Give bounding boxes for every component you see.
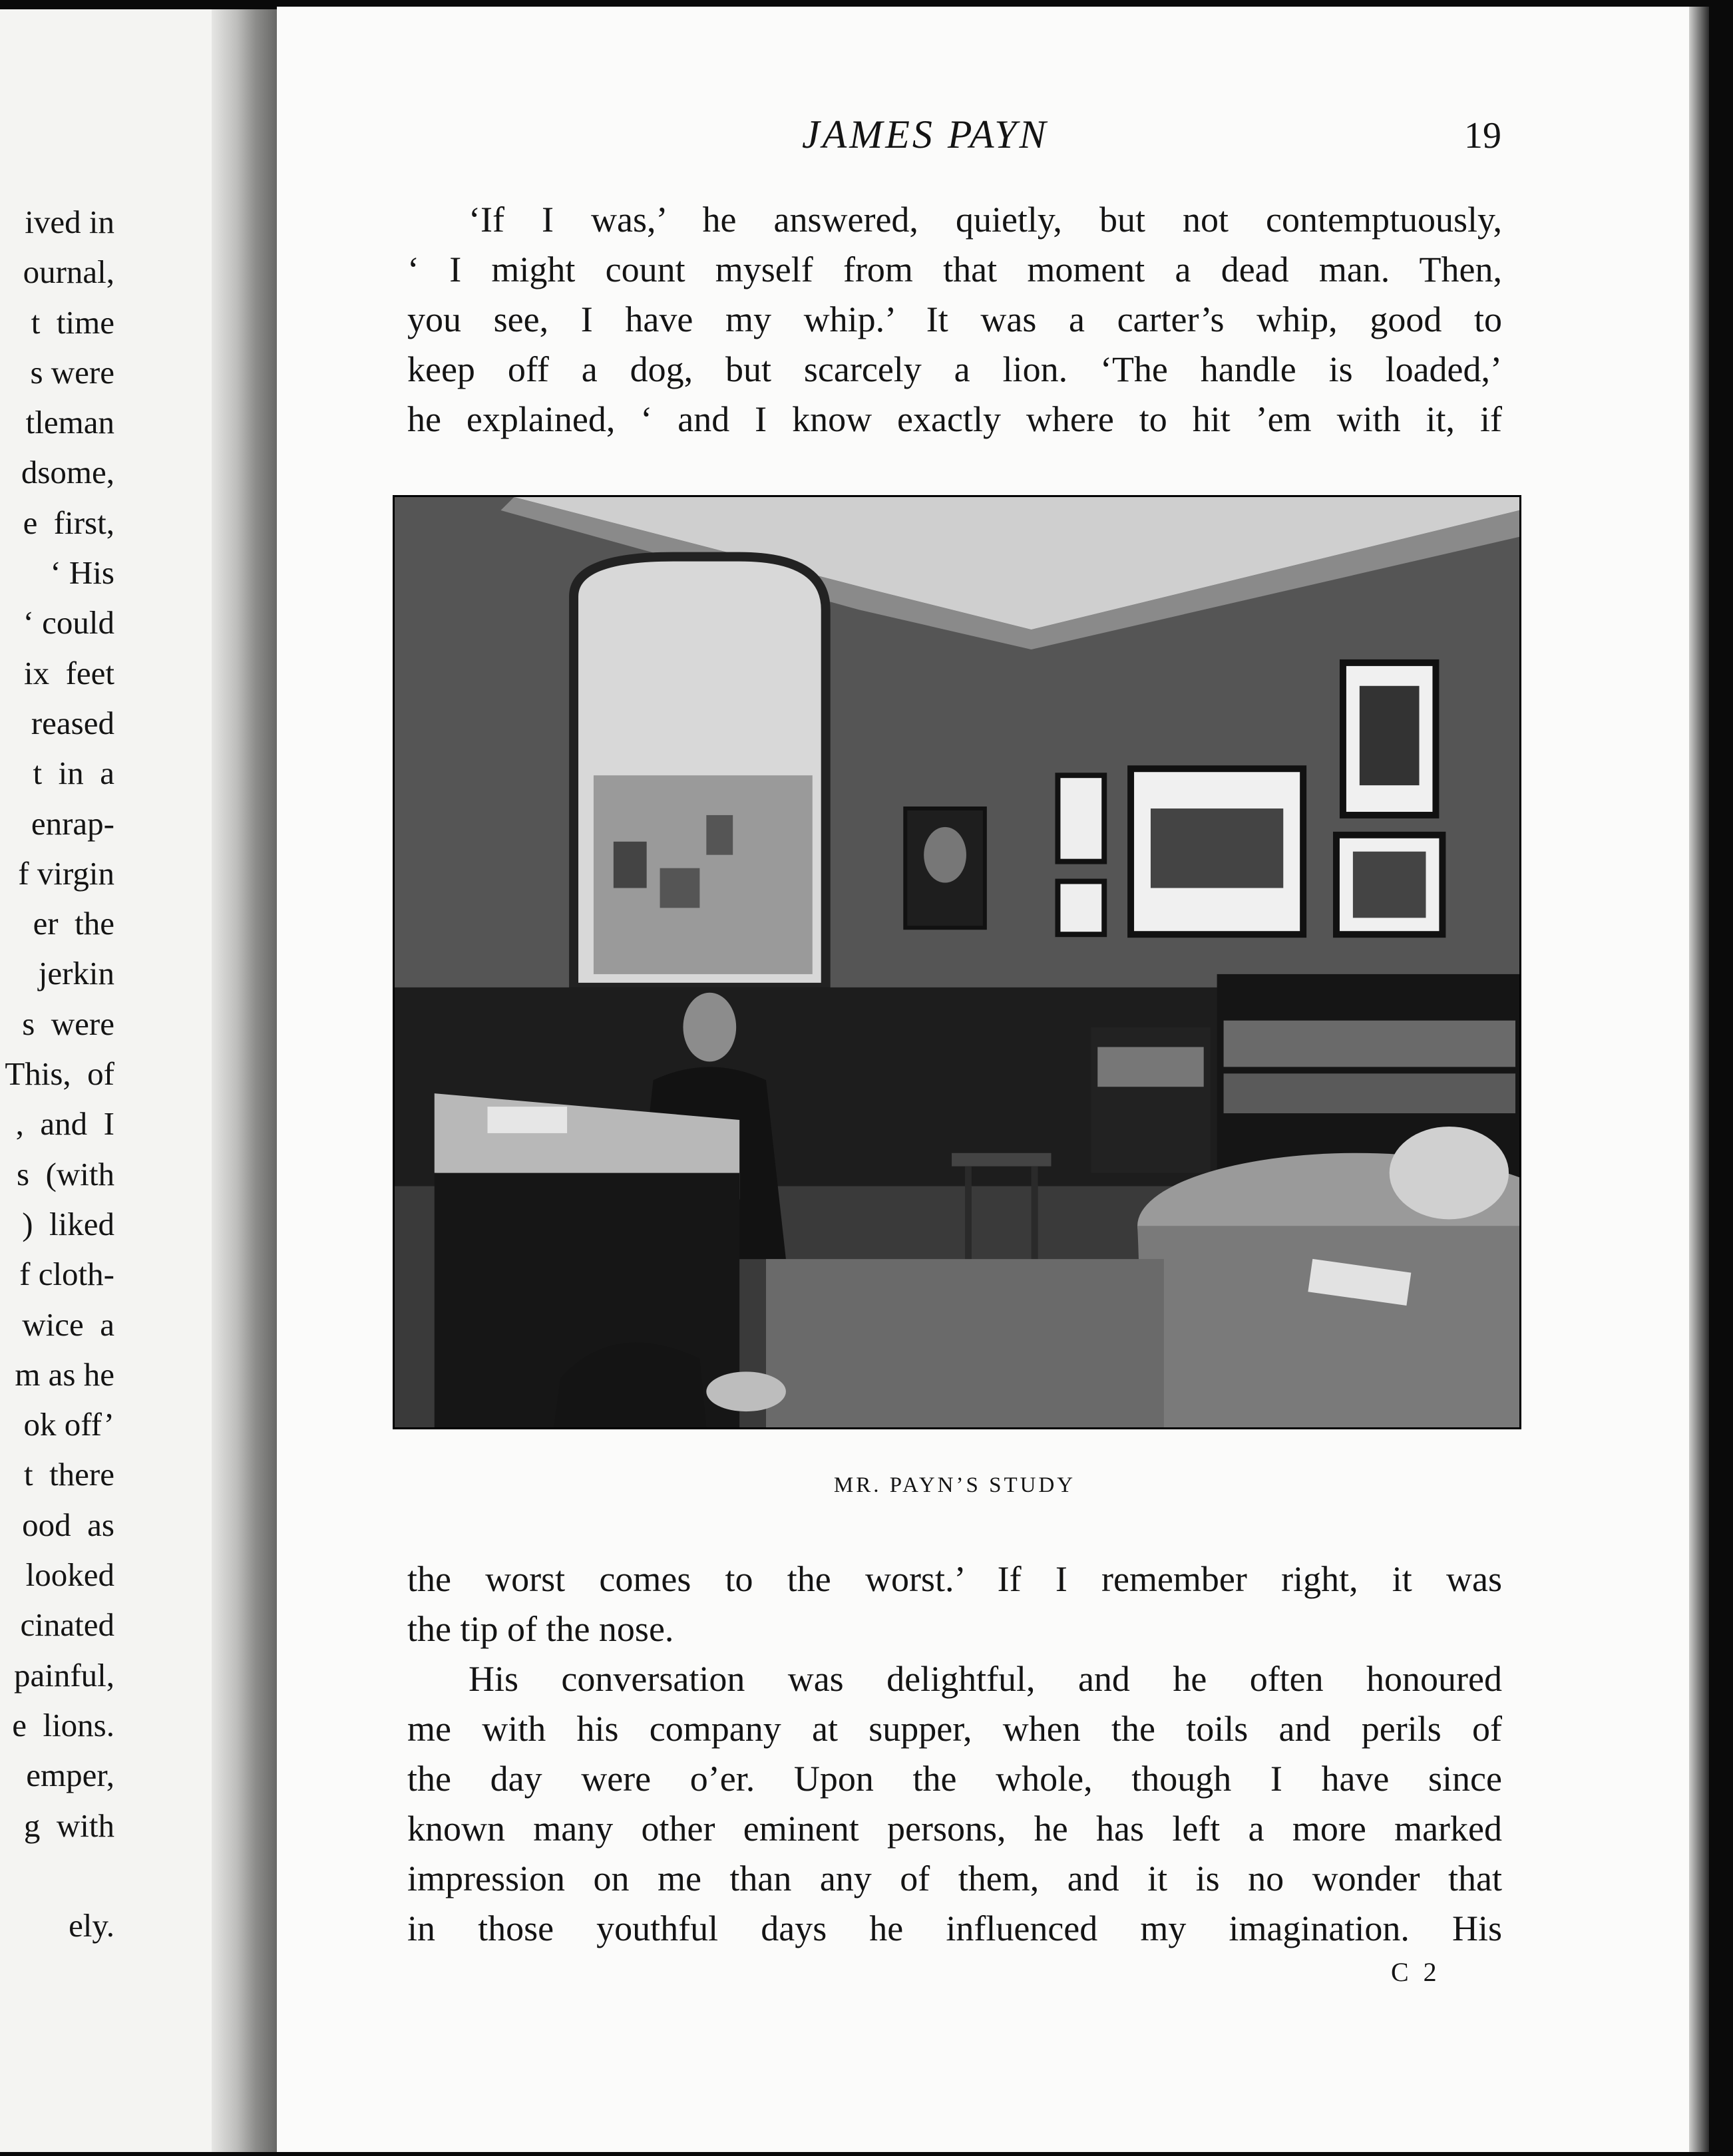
left-text-line: t time xyxy=(31,303,114,341)
left-text-line: er the xyxy=(33,905,114,942)
book-gutter xyxy=(212,9,285,2152)
text-line: the tip of the nose. xyxy=(407,1609,674,1649)
text-line: you see, I have my whip.’ It was a carter’s whip, good to xyxy=(407,299,1502,339)
left-text-line: s (with xyxy=(17,1155,114,1192)
left-text-line: e lions. xyxy=(12,1706,114,1743)
left-text-line: ood as xyxy=(22,1506,114,1543)
left-text-line: emper, xyxy=(26,1757,114,1794)
left-text-line xyxy=(5,1851,114,1900)
left-text-line: enrap- xyxy=(31,805,114,842)
text-line: the worst comes to the worst.’ If I remember right, it was xyxy=(407,1559,1502,1599)
text-line: the day were o’er. Upon the whole, though I have since xyxy=(407,1759,1502,1799)
left-text-line: ‘ could xyxy=(23,604,114,641)
text-line: known many other eminent persons, he has left a more marked xyxy=(407,1809,1502,1849)
text-line: he explained, ‘ and I know exactly where to hit ’em with it, if xyxy=(407,399,1502,439)
left-text-line: t in a xyxy=(33,755,114,792)
paragraph-bottom xyxy=(407,1554,1502,1954)
figure-caption: MR. PAYN’S STUDY xyxy=(833,1473,1076,1497)
left-page-text xyxy=(5,197,114,1950)
left-text-line: ‘ His xyxy=(50,554,114,592)
left-text-line: tleman xyxy=(25,404,114,441)
left-text-line: dsome, xyxy=(21,454,114,491)
left-text-line: reased xyxy=(31,704,114,741)
left-text-line: ournal, xyxy=(23,254,114,291)
left-text-line: wice a xyxy=(22,1306,114,1343)
text-line: His conversation was delightful, and he often honoured xyxy=(469,1659,1502,1699)
signature-mark: C 2 xyxy=(1391,1957,1441,1987)
text-line: ‘ I might count myself from that moment a dead man. Then, xyxy=(407,250,1502,289)
left-text-line: s were xyxy=(30,353,114,391)
left-text-line: ely. xyxy=(69,1907,114,1944)
left-text-line: , and I xyxy=(15,1105,114,1143)
text-line: in those youthful days he influenced my imagination. His xyxy=(407,1908,1502,1948)
page-number: 19 xyxy=(1464,115,1501,156)
left-text-line: looked xyxy=(25,1556,114,1594)
text-line: impression on me than any of them, and it is no wonder that xyxy=(407,1859,1502,1898)
paragraph-top xyxy=(407,195,1502,445)
left-text-line: s were xyxy=(22,1005,114,1042)
left-text-line: m as he xyxy=(15,1355,114,1393)
left-text-line: ived in xyxy=(25,204,114,240)
study-photo-illustration xyxy=(395,497,1519,1427)
left-text-line: ok off’ xyxy=(23,1406,114,1443)
left-text-line: t there xyxy=(23,1456,114,1493)
running-head: JAMES PAYN xyxy=(802,112,1049,156)
study-photograph xyxy=(393,495,1521,1429)
text-line: ‘If I was,’ he answered, quietly, but not contemptuously, xyxy=(469,200,1502,240)
left-text-line: f cloth- xyxy=(19,1256,114,1293)
left-text-line: cinated xyxy=(20,1606,114,1644)
text-line: keep off a dog, but scarcely a lion. ‘The handle is loaded,’ xyxy=(407,349,1502,389)
left-text-line: f virgin xyxy=(18,854,114,892)
left-text-line: This, of xyxy=(5,1055,114,1093)
left-text-line: jerkin xyxy=(38,955,114,992)
left-text-line: ) liked xyxy=(22,1205,114,1242)
text-line: me with his company at supper, when the toils and perils of xyxy=(407,1709,1502,1749)
left-text-line: ix feet xyxy=(23,654,114,691)
page-edge xyxy=(1689,7,1709,2152)
left-text-line: e first, xyxy=(23,504,114,541)
left-text-line: painful, xyxy=(13,1656,114,1694)
left-text-line: g with xyxy=(23,1807,114,1844)
